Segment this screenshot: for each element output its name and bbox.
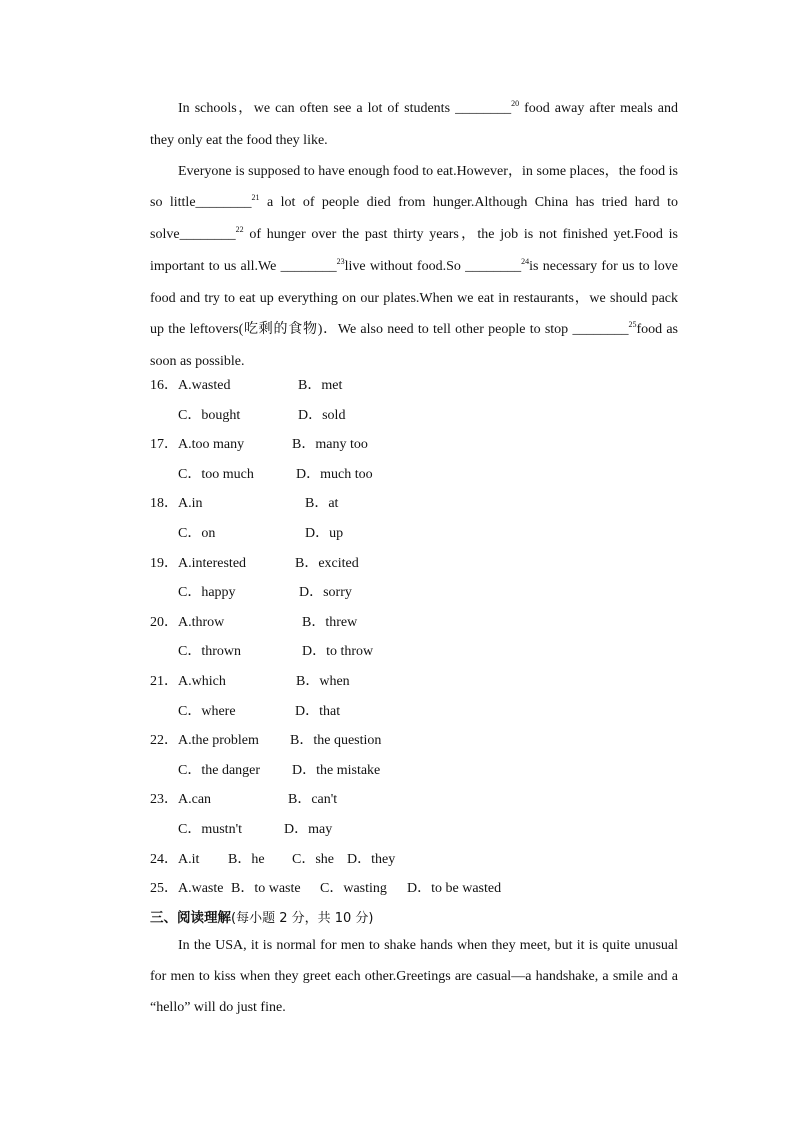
option-d: D．sold xyxy=(298,407,346,423)
text-run: is necessary for us to love food and try to eat up everything on our plates.When we eat in restaurants，we should pack up the leftovers(吃剩的食物)．We also need to tell other people to stop xyxy=(150,259,678,337)
blank-23: ________ xyxy=(280,259,337,274)
blank-number-24: 24 xyxy=(521,257,530,266)
question-number: 18． xyxy=(150,496,178,512)
option-b: B．at xyxy=(305,496,339,512)
question-19-options-cd xyxy=(150,578,678,608)
question-25 xyxy=(150,874,678,904)
option-a: A.in xyxy=(178,496,203,512)
option-b: B．the question xyxy=(290,733,382,749)
option-d: D．that xyxy=(295,703,341,719)
option-c: C．mustn't xyxy=(178,821,242,837)
question-number: 19． xyxy=(150,555,178,571)
option-a: A.throw xyxy=(178,614,225,630)
option-a: A.too many xyxy=(178,437,245,453)
question-23-options-cd xyxy=(150,815,678,845)
question-16 xyxy=(150,371,678,401)
question-21-options-cd xyxy=(150,697,678,727)
blank-25: ________ xyxy=(572,322,629,337)
question-21 xyxy=(150,667,678,697)
option-a: A.it xyxy=(178,851,200,867)
question-20-options-cd xyxy=(150,637,678,667)
blank-21: ________ xyxy=(195,195,252,210)
text-run: a lot of people died from hunger.Although China has tried hard to solve xyxy=(150,195,678,242)
option-a: A.wasted xyxy=(178,378,231,393)
question-17-options-cd xyxy=(150,460,678,490)
option-b: B．can't xyxy=(288,792,338,808)
question-number: 24． xyxy=(150,851,178,867)
option-b: B．many too xyxy=(292,437,368,453)
cloze-passage xyxy=(150,93,678,377)
blank-22: ________ xyxy=(179,227,236,242)
option-c: C．on xyxy=(178,525,216,541)
option-a: A.interested xyxy=(178,555,247,571)
question-18 xyxy=(150,489,678,519)
blank-number-22: 22 xyxy=(235,225,244,234)
option-b: B．to waste xyxy=(231,881,301,897)
question-18-options-cd xyxy=(150,519,678,549)
question-19 xyxy=(150,549,678,579)
blank-24: ________ xyxy=(465,259,522,274)
option-c: C．bought xyxy=(178,407,241,423)
option-a: A.which xyxy=(178,673,226,689)
question-number: 22． xyxy=(150,733,178,749)
option-d: D．the mistake xyxy=(292,762,381,778)
question-number: 17． xyxy=(150,437,178,453)
section-title: 三、阅读理解 xyxy=(150,909,231,926)
cloze-paragraph-1 xyxy=(150,93,678,156)
blank-20: ________ xyxy=(455,101,512,116)
question-number: 21． xyxy=(150,673,178,689)
blank-number-25: 25 xyxy=(628,320,637,329)
option-d: D．much too xyxy=(296,466,373,482)
option-b: B．he xyxy=(228,851,265,867)
question-number: 23． xyxy=(150,792,178,808)
option-b: B．met xyxy=(298,378,343,393)
text-run: food as soon as possible. xyxy=(150,322,679,369)
text-run: of hunger over the past thirty years，the job is not finished yet.Food is important to us all.We xyxy=(150,227,678,274)
option-d: D．sorry xyxy=(299,585,352,601)
option-a: A.waste xyxy=(178,881,224,897)
cloze-paragraph-2 xyxy=(150,156,678,377)
option-b: B．when xyxy=(296,673,350,689)
question-23 xyxy=(150,785,678,815)
question-22-options-cd xyxy=(150,756,678,786)
section-scoring-note: (每小题 2 分，共 10 分) xyxy=(231,910,374,926)
option-a: A.the problem xyxy=(178,733,259,749)
question-24 xyxy=(150,845,678,875)
text-run: food away after meals and they only eat the food they like. xyxy=(150,101,678,148)
question-20 xyxy=(150,608,678,638)
option-d: D．to be wasted xyxy=(407,881,502,897)
option-c: C．happy xyxy=(178,585,236,601)
option-b: B．excited xyxy=(295,555,359,571)
option-c: C．where xyxy=(178,703,236,719)
option-c: C．the danger xyxy=(178,762,261,778)
option-c: C．she xyxy=(292,851,334,867)
blank-number-20: 20 xyxy=(511,99,520,108)
option-c: C．wasting xyxy=(320,881,387,897)
question-number: 20． xyxy=(150,614,178,630)
option-b: B．threw xyxy=(302,614,358,630)
question-list xyxy=(150,371,678,933)
text-run: In schools，we can often see a lot of students xyxy=(178,101,456,116)
question-16-options-cd xyxy=(150,401,678,431)
text-run: live without food.So xyxy=(344,259,466,274)
reading-passage xyxy=(150,930,678,1023)
option-c: C．thrown xyxy=(178,644,241,660)
question-number: 16． xyxy=(150,378,178,393)
blank-number-21: 21 xyxy=(251,193,260,202)
option-d: D．to throw xyxy=(302,644,374,660)
reading-paragraph-1: In the USA, it is normal for men to shake hands when they meet, but it is quite unusual for men to kiss when they greet each other.Greetings are casual—a handshake, a smile and a “hello” will do just fine. xyxy=(150,938,678,1015)
option-a: A.can xyxy=(178,792,212,808)
option-c: C．too much xyxy=(178,466,254,482)
option-d: D．they xyxy=(347,851,396,867)
section-3-heading xyxy=(150,904,678,934)
text-run: Everyone is supposed to have enough food to eat.However，in some places，the food is so little xyxy=(150,164,678,210)
option-d: D．may xyxy=(284,821,333,837)
question-22 xyxy=(150,726,678,756)
question-number: 25． xyxy=(150,881,178,897)
blank-number-23: 23 xyxy=(336,257,345,266)
option-d: D．up xyxy=(305,525,344,541)
question-17 xyxy=(150,430,678,460)
